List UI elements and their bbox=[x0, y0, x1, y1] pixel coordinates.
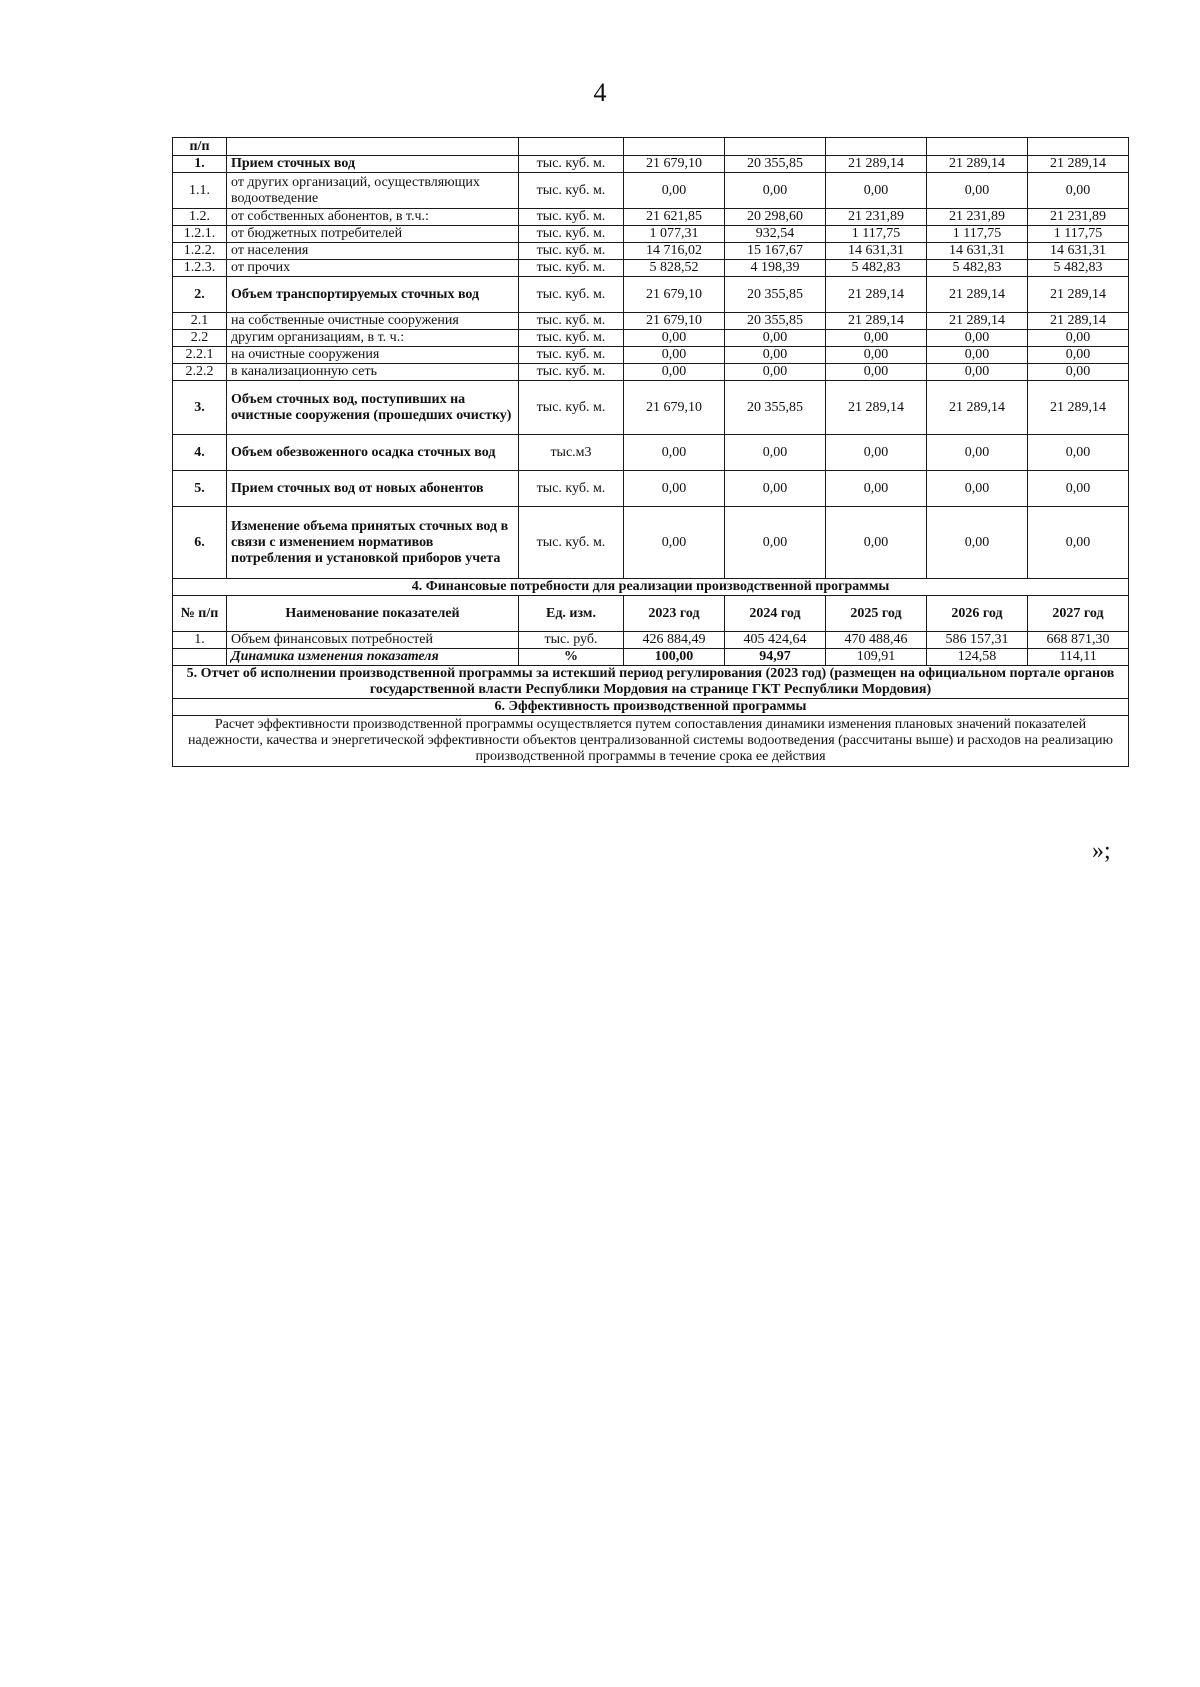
row-value: 21 289,14 bbox=[1028, 277, 1129, 313]
col-header-year: 2026 год bbox=[927, 596, 1028, 632]
row-num: 5. bbox=[173, 471, 227, 507]
row-value: 0,00 bbox=[725, 347, 826, 364]
row-value: 405 424,64 bbox=[725, 632, 826, 649]
row-num: 1. bbox=[173, 632, 227, 649]
row-value: 21 289,14 bbox=[927, 277, 1028, 313]
header-fragment-empty bbox=[227, 138, 519, 156]
row-value: 0,00 bbox=[725, 507, 826, 579]
row-name: Объем обезвоженного осадка сточных вод bbox=[227, 435, 519, 471]
row-value: 21 289,14 bbox=[826, 381, 927, 435]
row-value: 15 167,67 bbox=[725, 243, 826, 260]
row-value: 0,00 bbox=[624, 173, 725, 209]
row-value: 21 289,14 bbox=[1028, 313, 1129, 330]
row-value: 0,00 bbox=[725, 435, 826, 471]
row-value: 586 157,31 bbox=[927, 632, 1028, 649]
row-num: 2.2.1 bbox=[173, 347, 227, 364]
row-value: 5 482,83 bbox=[1028, 260, 1129, 277]
row-value: 0,00 bbox=[826, 435, 927, 471]
table-row bbox=[173, 347, 1129, 364]
row-value: 0,00 bbox=[1028, 435, 1129, 471]
row-num: 1.2. bbox=[173, 209, 227, 226]
row-value: 0,00 bbox=[927, 507, 1028, 579]
row-name: от собственных абонентов, в т.ч.: bbox=[227, 209, 519, 226]
row-value: 20 355,85 bbox=[725, 156, 826, 173]
row-value: 109,91 bbox=[826, 649, 927, 666]
row-value: 0,00 bbox=[624, 330, 725, 347]
header-fragment-empty bbox=[519, 138, 624, 156]
table-row bbox=[173, 381, 1129, 435]
header-fragment-empty bbox=[725, 138, 826, 156]
row-unit: тыс. куб. м. bbox=[519, 347, 624, 364]
page-number: 4 bbox=[593, 78, 607, 107]
row-value: 124,58 bbox=[927, 649, 1028, 666]
table-row bbox=[173, 313, 1129, 330]
row-value: 0,00 bbox=[1028, 173, 1129, 209]
closing-mark: »; bbox=[1092, 838, 1111, 864]
row-value: 5 482,83 bbox=[927, 260, 1028, 277]
row-value: 21 289,14 bbox=[1028, 156, 1129, 173]
row-unit: тыс. куб. м. bbox=[519, 260, 624, 277]
row-unit: тыс. куб. м. bbox=[519, 313, 624, 330]
row-value: 0,00 bbox=[725, 471, 826, 507]
row-value: 0,00 bbox=[725, 364, 826, 381]
table-row bbox=[173, 173, 1129, 209]
row-num: 1.1. bbox=[173, 173, 227, 209]
table-row bbox=[173, 156, 1129, 173]
row-value: 0,00 bbox=[624, 471, 725, 507]
row-value: 100,00 bbox=[624, 649, 725, 666]
section-5-text: 5. Отчет об исполнении производственной программы за истекший период регулирования (2023 год) (размещен на официальном портале органов государственной власти Республики Мордовия на странице ГКТ Республики Мордовия) bbox=[173, 666, 1129, 699]
row-value: 0,00 bbox=[1028, 330, 1129, 347]
row-value: 932,54 bbox=[725, 226, 826, 243]
table-row bbox=[173, 209, 1129, 226]
row-value: 0,00 bbox=[725, 173, 826, 209]
row-value: 0,00 bbox=[725, 330, 826, 347]
row-value: 0,00 bbox=[927, 364, 1028, 381]
row-name: от бюджетных потребителей bbox=[227, 226, 519, 243]
row-name: Прием сточных вод bbox=[227, 156, 519, 173]
row-unit: тыс. куб. м. bbox=[519, 173, 624, 209]
row-value: 0,00 bbox=[927, 471, 1028, 507]
row-value: 0,00 bbox=[826, 173, 927, 209]
row-value: 0,00 bbox=[1028, 347, 1129, 364]
row-value: 21 289,14 bbox=[1028, 381, 1129, 435]
col-header-year: 2024 год bbox=[725, 596, 826, 632]
row-value: 21 231,89 bbox=[927, 209, 1028, 226]
row-name: Объем сточных вод, поступивших на очистные сооружения (прошедших очистку) bbox=[227, 381, 519, 435]
row-num bbox=[173, 649, 227, 666]
row-value: 14 631,31 bbox=[826, 243, 927, 260]
row-unit: тыс. куб. м. bbox=[519, 277, 624, 313]
row-num: 6. bbox=[173, 507, 227, 579]
row-num: 4. bbox=[173, 435, 227, 471]
row-value: 94,97 bbox=[725, 649, 826, 666]
row-num: 1.2.3. bbox=[173, 260, 227, 277]
col-header-year: 2023 год bbox=[624, 596, 725, 632]
row-value: 0,00 bbox=[624, 507, 725, 579]
row-value: 0,00 bbox=[826, 471, 927, 507]
dynamics-row bbox=[173, 649, 1129, 666]
header-fragment-empty bbox=[1028, 138, 1129, 156]
table-row bbox=[173, 435, 1129, 471]
row-value: 470 488,46 bbox=[826, 632, 927, 649]
row-unit: тыс.м3 bbox=[519, 435, 624, 471]
section-5 bbox=[173, 666, 1129, 699]
row-value: 20 355,85 bbox=[725, 313, 826, 330]
row-value: 0,00 bbox=[927, 435, 1028, 471]
row-value: 21 289,14 bbox=[826, 313, 927, 330]
section-6-text: Расчет эффективности производственной программы осуществляется путем сопоставления динамики изменения плановых значений показателей надежности, качества и энергетической эффективности объектов централизованной системы водоотведения (рассчитаны выше) и расходов на реализацию производственной программы в течение срока ее действия bbox=[173, 716, 1129, 767]
row-name: от других организаций, осуществляющих водоотведение bbox=[227, 173, 519, 209]
row-value: 426 884,49 bbox=[624, 632, 725, 649]
col-header-num: № п/п bbox=[173, 596, 227, 632]
row-value: 21 231,89 bbox=[1028, 209, 1129, 226]
row-value: 21 679,10 bbox=[624, 277, 725, 313]
row-name: Объем финансовых потребностей bbox=[227, 632, 519, 649]
table-row bbox=[173, 471, 1129, 507]
section-6 bbox=[173, 699, 1129, 767]
row-value: 1 117,75 bbox=[927, 226, 1028, 243]
table-row bbox=[173, 364, 1129, 381]
row-value: 668 871,30 bbox=[1028, 632, 1129, 649]
row-name: от прочих bbox=[227, 260, 519, 277]
header-fragment-empty bbox=[927, 138, 1028, 156]
row-value: 114,11 bbox=[1028, 649, 1129, 666]
row-unit: тыс. руб. bbox=[519, 632, 624, 649]
col-header-year: 2027 год bbox=[1028, 596, 1129, 632]
row-value: 21 679,10 bbox=[624, 381, 725, 435]
header-fragment-empty bbox=[826, 138, 927, 156]
section-6-text-row bbox=[173, 716, 1129, 767]
section-4-title-row bbox=[173, 579, 1129, 596]
row-name: на собственные очистные сооружения bbox=[227, 313, 519, 330]
row-num: 2.2.2 bbox=[173, 364, 227, 381]
row-value: 21 289,14 bbox=[927, 156, 1028, 173]
section-4-header-row bbox=[173, 596, 1129, 632]
row-value: 21 289,14 bbox=[927, 381, 1028, 435]
section-5-row bbox=[173, 666, 1129, 699]
row-value: 0,00 bbox=[927, 347, 1028, 364]
table-row bbox=[173, 260, 1129, 277]
row-value: 0,00 bbox=[927, 330, 1028, 347]
header-fragment-empty bbox=[624, 138, 725, 156]
header-fragment: п/п bbox=[173, 138, 227, 156]
section-6-title: 6. Эффективность производственной программы bbox=[173, 699, 1129, 716]
col-header-name: Наименование показателей bbox=[227, 596, 519, 632]
row-value: 21 679,10 bbox=[624, 156, 725, 173]
table-row bbox=[173, 243, 1129, 260]
row-value: 0,00 bbox=[624, 364, 725, 381]
row-unit: тыс. куб. м. bbox=[519, 243, 624, 260]
row-name: Объем транспортируемых сточных вод bbox=[227, 277, 519, 313]
row-unit: тыс. куб. м. bbox=[519, 156, 624, 173]
row-name: Прием сточных вод от новых абонентов bbox=[227, 471, 519, 507]
section-6-title-row bbox=[173, 699, 1129, 716]
row-value: 0,00 bbox=[826, 347, 927, 364]
row-value: 20 298,60 bbox=[725, 209, 826, 226]
row-unit: тыс. куб. м. bbox=[519, 507, 624, 579]
row-value: 1 117,75 bbox=[826, 226, 927, 243]
col-header-unit: Ед. изм. bbox=[519, 596, 624, 632]
table-row bbox=[173, 277, 1129, 313]
production-program-table bbox=[172, 137, 1129, 767]
table-row bbox=[173, 226, 1129, 243]
row-value: 0,00 bbox=[927, 173, 1028, 209]
row-value: 21 289,14 bbox=[826, 156, 927, 173]
row-num: 2.2 bbox=[173, 330, 227, 347]
row-name: на очистные сооружения bbox=[227, 347, 519, 364]
row-unit: % bbox=[519, 649, 624, 666]
finance-row bbox=[173, 632, 1129, 649]
row-value: 21 289,14 bbox=[927, 313, 1028, 330]
row-value: 1 077,31 bbox=[624, 226, 725, 243]
row-value: 0,00 bbox=[624, 347, 725, 364]
row-num: 1.2.1. bbox=[173, 226, 227, 243]
row-value: 0,00 bbox=[1028, 471, 1129, 507]
row-num: 1.2.2. bbox=[173, 243, 227, 260]
row-value: 0,00 bbox=[1028, 364, 1129, 381]
row-num: 2. bbox=[173, 277, 227, 313]
row-value: 21 621,85 bbox=[624, 209, 725, 226]
row-name: в канализационную сеть bbox=[227, 364, 519, 381]
row-unit: тыс. куб. м. bbox=[519, 364, 624, 381]
row-value: 21 289,14 bbox=[826, 277, 927, 313]
section-4 bbox=[173, 579, 1129, 666]
row-unit: тыс. куб. м. bbox=[519, 226, 624, 243]
row-value: 0,00 bbox=[826, 364, 927, 381]
row-value: 5 828,52 bbox=[624, 260, 725, 277]
row-value: 14 631,31 bbox=[1028, 243, 1129, 260]
table-row bbox=[173, 330, 1129, 347]
row-value: 14 716,02 bbox=[624, 243, 725, 260]
row-value: 20 355,85 bbox=[725, 381, 826, 435]
row-value: 4 198,39 bbox=[725, 260, 826, 277]
row-name: Динамика изменения показателя bbox=[227, 649, 519, 666]
row-value: 20 355,85 bbox=[725, 277, 826, 313]
row-value: 0,00 bbox=[1028, 507, 1129, 579]
row-value: 1 117,75 bbox=[1028, 226, 1129, 243]
section-4-title: 4. Финансовые потребности для реализации производственной программы bbox=[173, 579, 1129, 596]
row-num: 1. bbox=[173, 156, 227, 173]
row-value: 0,00 bbox=[624, 435, 725, 471]
row-num: 3. bbox=[173, 381, 227, 435]
row-value: 0,00 bbox=[826, 330, 927, 347]
row-value: 0,00 bbox=[826, 507, 927, 579]
row-value: 21 679,10 bbox=[624, 313, 725, 330]
table-row bbox=[173, 507, 1129, 579]
row-value: 14 631,31 bbox=[927, 243, 1028, 260]
header-fragment-row bbox=[173, 138, 1129, 156]
row-unit: тыс. куб. м. bbox=[519, 471, 624, 507]
row-value: 5 482,83 bbox=[826, 260, 927, 277]
row-value: 21 231,89 bbox=[826, 209, 927, 226]
row-unit: тыс. куб. м. bbox=[519, 209, 624, 226]
row-num: 2.1 bbox=[173, 313, 227, 330]
col-header-year: 2025 год bbox=[826, 596, 927, 632]
row-name: другим организациям, в т. ч.: bbox=[227, 330, 519, 347]
row-unit: тыс. куб. м. bbox=[519, 381, 624, 435]
row-unit: тыс. куб. м. bbox=[519, 330, 624, 347]
row-name: Изменение объема принятых сточных вод в связи с изменением нормативов потребления и установкой приборов учета bbox=[227, 507, 519, 579]
indicator-rows bbox=[173, 138, 1129, 579]
row-name: от населения bbox=[227, 243, 519, 260]
